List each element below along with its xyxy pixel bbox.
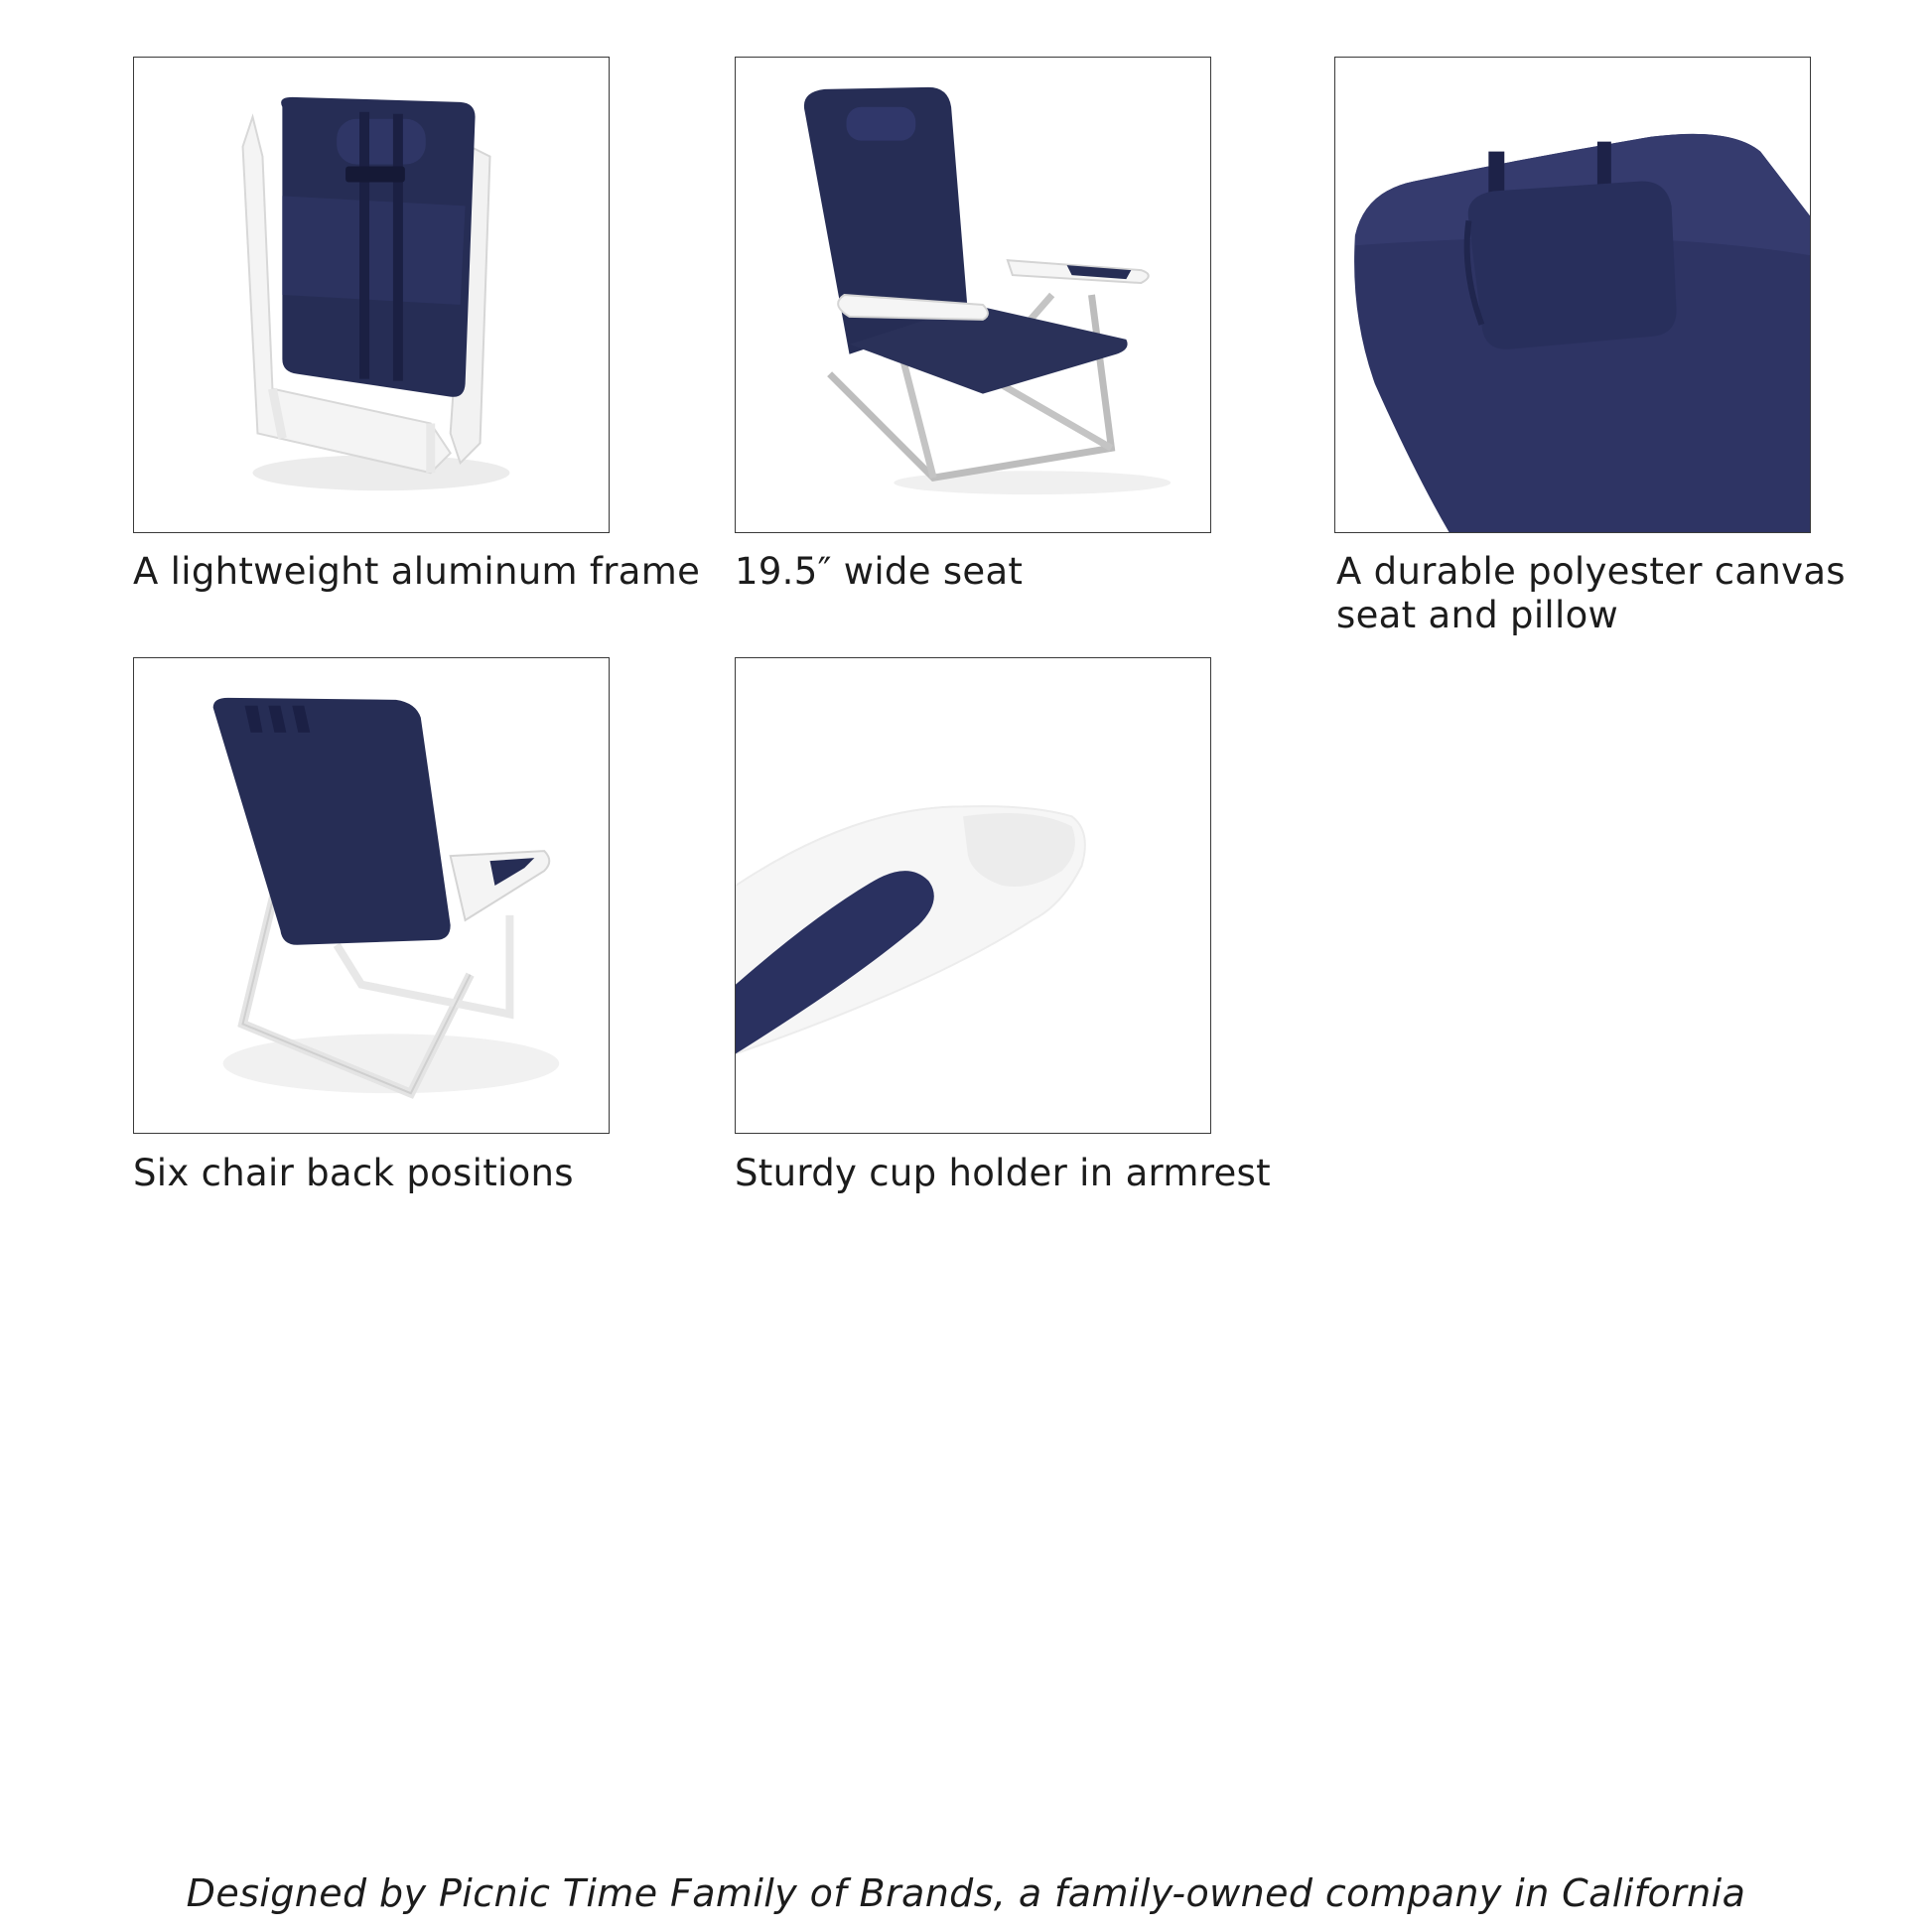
open-chair-image bbox=[736, 58, 1210, 532]
caption-line: A lightweight aluminum frame bbox=[133, 550, 701, 593]
feature-image-cup-holder bbox=[735, 657, 1211, 1134]
caption-aluminum-frame bbox=[133, 550, 700, 594]
caption-back-positions bbox=[133, 1152, 574, 1195]
chair-back-image bbox=[134, 658, 609, 1133]
caption-line: seat and pillow bbox=[1336, 594, 1619, 636]
folded-chair-image bbox=[134, 58, 609, 532]
feature-image-chair-back bbox=[133, 657, 610, 1134]
caption-line: 19.5″ wide seat bbox=[735, 550, 1024, 593]
cup-holder-image bbox=[736, 658, 1210, 1133]
footer-tagline: Designed by Picnic Time Family of Brands, a family-owned company in California bbox=[186, 1871, 1746, 1915]
caption-line: Six chair back positions bbox=[133, 1152, 574, 1194]
feature-image-folded-chair bbox=[133, 57, 610, 533]
caption-line: Sturdy cup holder in armrest bbox=[735, 1152, 1271, 1194]
feature-image-open-chair bbox=[735, 57, 1211, 533]
feature-image-headrest bbox=[1334, 57, 1811, 533]
caption-cup-holder bbox=[735, 1152, 1271, 1195]
caption-wide-seat bbox=[735, 550, 1023, 594]
caption-line: A durable polyester canvas bbox=[1336, 550, 1846, 593]
headrest-pillow-image bbox=[1335, 58, 1810, 532]
caption-polyester-canvas bbox=[1336, 550, 1846, 637]
